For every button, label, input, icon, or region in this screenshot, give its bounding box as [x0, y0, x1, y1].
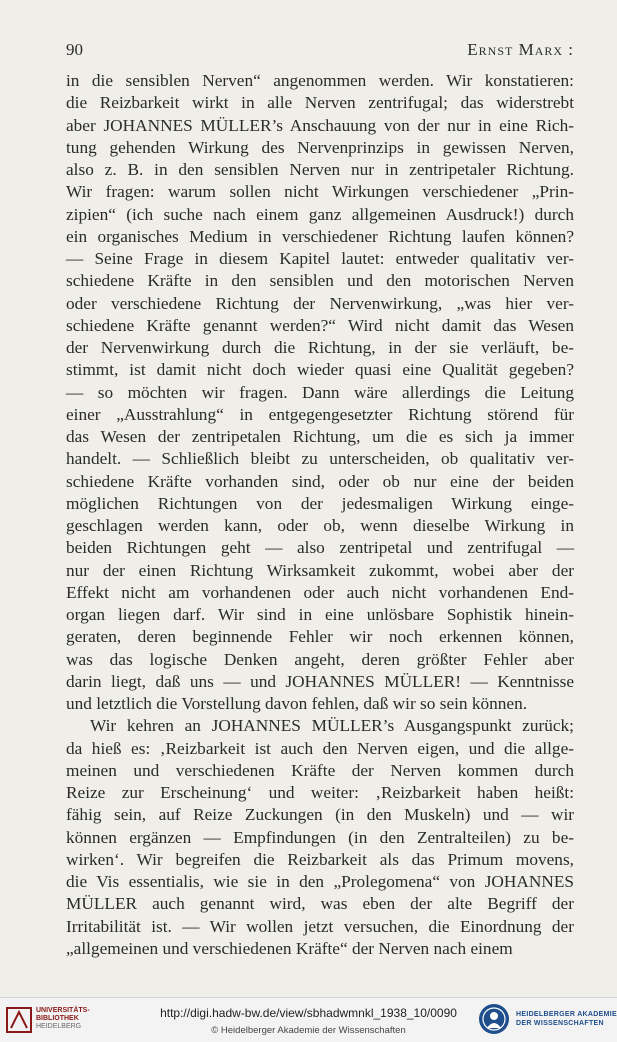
text-line: was das logische Denken angeht, deren größter Fehler aber	[66, 649, 574, 669]
text-line: schiedene Kräfte genannt werden?“ Wird nicht damit das Wesen	[66, 315, 574, 335]
text-line: organ liegen darf. Wir sind in eine unlösbare Sophistik hinein-	[66, 605, 574, 624]
text-line: ein organisches Medium in verschiedener Richtung laufen können?	[66, 226, 574, 246]
text-line: die Reizbarkeit wirkt in alle Nerven zentrifugal; das widerstrebt	[66, 93, 574, 113]
text-line: oder verschiedene Richtung der Nervenwirkung, „was hier ver-	[66, 293, 574, 313]
academy-seal-logo	[477, 1002, 511, 1036]
text-line: möglichen Richtungen von der jedesmaligen Wirkung einge-	[66, 493, 574, 513]
text-line: geschlagen werden kann, oder ob, wenn dieselbe Wirkung in	[66, 516, 574, 535]
text-line: in die sensiblen Nerven“ angenommen werden. Wir konstatieren:	[66, 71, 574, 90]
text-line: fähig sein, auf Reize Zuckungen (in den Muskeln) und — wir	[66, 805, 574, 825]
text-line: Wir kehren an JOHANNES MÜLLER’s Ausgangspunkt zurück;	[90, 716, 574, 736]
text-line: MÜLLER auch genannt wird, was eben der alte Begriff der	[66, 894, 574, 914]
text-line: stimmt, ist damit nicht doch wieder quasi eine Qualität gegeben?	[66, 360, 574, 380]
text-line: beiden Richtungen geht — also zentripetal und zentrifugal —	[66, 538, 574, 558]
text-line: handelt. — Schließlich bleibt zu unterscheiden, ob qualitativ ver-	[66, 449, 574, 469]
text-line: einer „Ausstrahlung“ in entgegengesetzter Richtung störend für	[66, 404, 574, 424]
text-line: das Wesen der zentripetalen Richtung, um die es sich ja immer	[66, 427, 574, 446]
text-line: meinen und verschiedenen Kräfte der Nerven kommen durch	[66, 760, 574, 780]
text-line: und letztlich die Vorstellung davon fehlen, daß wir so sein können.	[66, 694, 528, 713]
text-line: wirken‘. Wir begreifen die Reizbarkeit als das Primum movens,	[66, 849, 574, 869]
body-text	[66, 70, 574, 960]
text-line: Wir fragen: warum sollen nicht Wirkungen verschiedener „Prin-	[66, 182, 574, 202]
text-line: — Seine Frage in diesem Kapitel lautet: entweder qualitativ ver-	[66, 249, 574, 268]
text-line: der Nervenwirkung durch die Richtung, in der sie verläuft, be-	[66, 338, 574, 357]
text-line: nur der einen Richtung Wirksamkeit zukommt, wobei aber der	[66, 560, 574, 580]
library-name-line: HEIDELBERG	[36, 1023, 82, 1030]
page-number: 90	[66, 40, 83, 59]
text-line: zipien“ (ich suche nach einem ganz allgemeinen Ausdruck!) durch	[66, 204, 574, 224]
text-line: Reize zur Erscheinung‘ und weiter: ‚Reizbarkeit haben heißt:	[66, 783, 574, 802]
text-line: Irritabilität ist. — Wir wollen jetzt versuchen, die Einordnung der	[66, 916, 574, 936]
academy-name-line: DER WISSENSCHAFTEN	[516, 1020, 604, 1027]
text-line: geraten, deren beginnende Fehler wir noch erkennen können,	[66, 627, 574, 647]
text-line: die Vis essentialis, wie sie in den „Prolegomena“ von JOHANNES	[66, 872, 574, 891]
text-line: darin liegt, daß uns — und JOHANNES MÜLLER! — Kenntnisse	[66, 671, 574, 691]
text-line: da hieß es: ‚Reizbarkeit ist auch den Nerven eigen, und die allge-	[66, 738, 574, 758]
academy-name	[516, 1010, 617, 1028]
academy-name-line: HEIDELBERGER AKADEMIE	[516, 1011, 617, 1018]
page-header	[66, 40, 574, 64]
text-line: aber JOHANNES MÜLLER’s Anschauung von der nur in eine Rich-	[66, 115, 574, 135]
text-line: schiedene Kräfte in den sensiblen und den motorischen Nerven	[66, 271, 574, 291]
text-line: — so möchten wir fragen. Dann wäre allerdings die Leitung	[66, 382, 574, 402]
library-name-line: UNIVERSITÄTS-	[36, 1007, 90, 1014]
running-head: Ernst Marx :	[467, 40, 574, 59]
library-name-line: BIBLIOTHEK	[36, 1015, 79, 1022]
document-url-link[interactable]: http://digi.hadw-bw.de/view/sbhadwmnkl_1938_10/0090	[160, 1006, 457, 1020]
copyright-notice: © Heidelberger Akademie der Wissenschaften	[211, 1025, 406, 1036]
footer-bar	[0, 997, 617, 1042]
text-line: tung gehenden Wirkung des Nervenprinzips in gewissen Nerven,	[66, 137, 574, 157]
text-line: also z. B. in den sensiblen Nerven nur in zentripetaler Richtung.	[66, 160, 574, 179]
text-line: Effekt nicht am vorhandenen oder auch nicht vorhandenen End-	[66, 582, 574, 602]
text-line: schiedene Kräfte vorhanden sind, oder ob nur eine der beiden	[66, 471, 574, 491]
text-line: „allgemeinen und verschiedenen Kräfte“ der Nerven nach einem	[66, 938, 513, 958]
text-line: können ergänzen — Empfindungen (in den Zentralteilen) zu be-	[66, 827, 574, 847]
